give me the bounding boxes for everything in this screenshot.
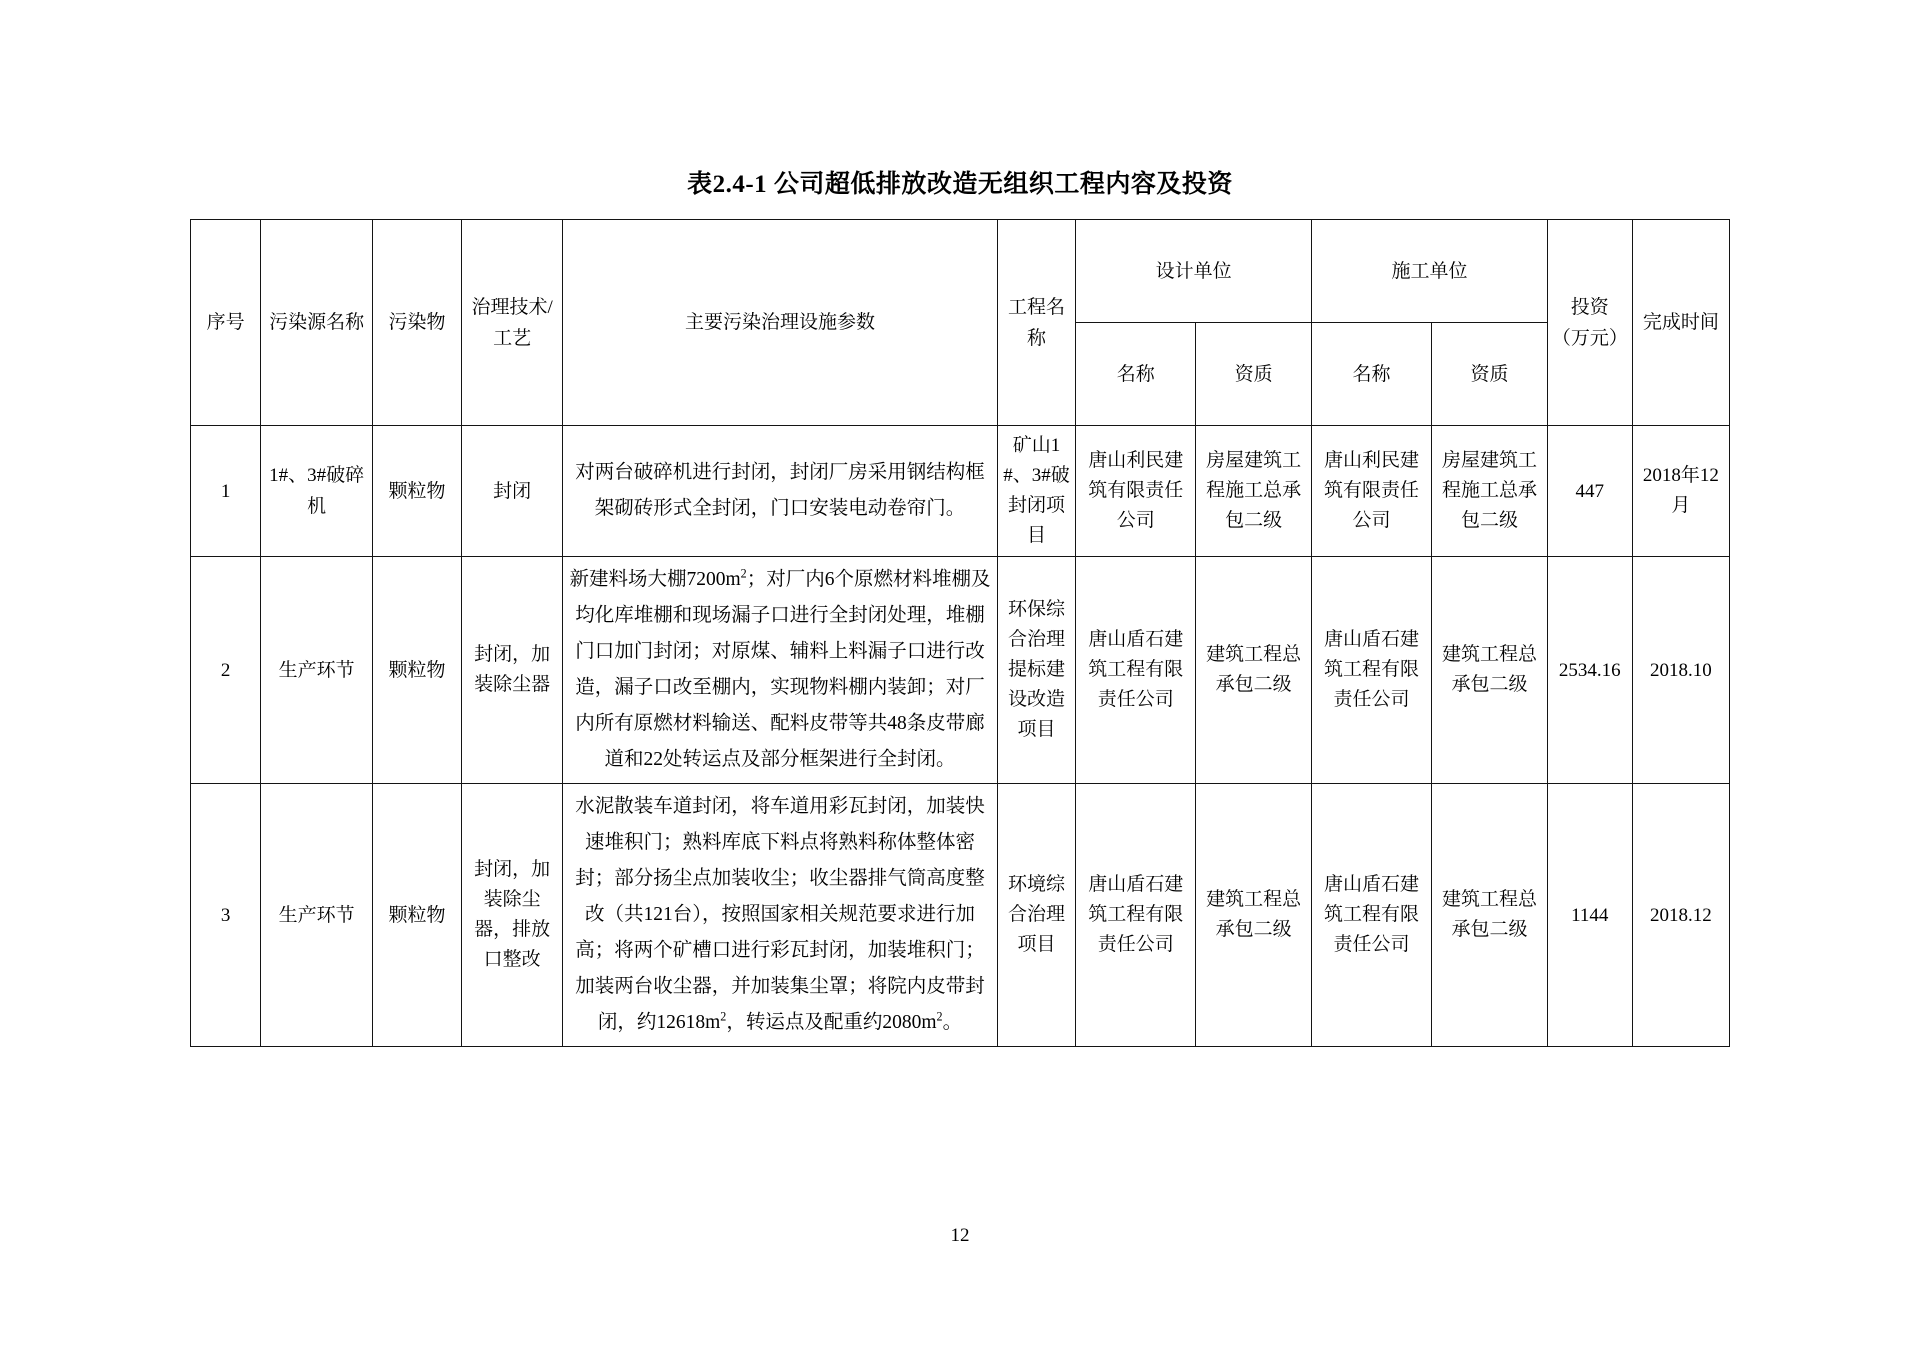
cell-seq: 1 [191,426,261,557]
cell-construction-name: 唐山盾石建筑工程有限责任公司 [1312,557,1432,784]
cell-source: 生产环节 [261,557,373,784]
cell-params: 水泥散装车道封闭，将车道用彩瓦封闭，加装快速堆积门；熟料库底下料点将熟料称体整体密封；部分扬尘点加装收尘；收尘器排气筒高度整改（共121台），按照国家相关规范要求进行加高；将两个矿槽口进行彩瓦封闭，加装堆积门；加装两台收尘器，并加装集尘罩；将院内皮带封闭，约$12618m^2$，转运点及配重约$2080m^2$。 [563,784,997,1047]
cell-construction-name: 唐山利民建筑有限责任公司 [1312,426,1432,557]
cell-design-name: 唐山盾石建筑工程有限责任公司 [1076,784,1196,1047]
col-header-pollutant: 污染物 [373,220,462,426]
cell-pollutant: 颗粒物 [373,426,462,557]
cell-source: 生产环节 [261,784,373,1047]
cell-completion: 2018.12 [1632,784,1729,1047]
cell-design-qualification: 房屋建筑工程施工总承包二级 [1196,426,1312,557]
cell-pollutant: 颗粒物 [373,784,462,1047]
cell-seq: 3 [191,784,261,1047]
table-row [191,426,1730,557]
cell-params: 对两台破碎机进行封闭，封闭厂房采用钢结构框架砌砖形式全封闭，门口安装电动卷帘门。 [563,426,997,557]
col-header-params: 主要污染治理设施参数 [563,220,997,426]
engineering-investment-table [190,219,1730,1047]
cell-project: 矿山1#、3#破封闭项目 [997,426,1076,557]
cell-investment: 1144 [1547,784,1632,1047]
cell-params: 新建料场大棚$7200m^2$；对厂内6个原燃材料堆棚及均化库堆棚和现场漏子口进行全封闭处理，堆棚门口加门封闭；对原煤、辅料上料漏子口进行改造，漏子口改至棚内，实现物料棚内装卸；对厂内所有原燃材料输送、配料皮带等共48条皮带廊道和22处转运点及部分框架进行全封闭。 [563,557,997,784]
cell-construction-name: 唐山盾石建筑工程有限责任公司 [1312,784,1432,1047]
table-body [191,426,1730,1047]
cell-design-name: 唐山利民建筑有限责任公司 [1076,426,1196,557]
cell-tech: 封闭，加装除尘器，排放口整改 [461,784,562,1047]
cell-construction-qualification: 建筑工程总承包二级 [1432,557,1548,784]
col-header-design-unit: 设计单位 [1076,220,1312,323]
cell-tech: 封闭 [461,426,562,557]
page-number: 12 [950,1225,970,1246]
col-header-investment: 投资（万元） [1547,220,1632,426]
col-header-construction-qualification: 资质 [1432,323,1548,426]
col-header-construction-name: 名称 [1312,323,1432,426]
table-header [191,220,1730,426]
cell-tech: 封闭，加装除尘器 [461,557,562,784]
table-row [191,784,1730,1047]
cell-design-qualification: 建筑工程总承包二级 [1196,784,1312,1047]
cell-source: 1#、3#破碎机 [261,426,373,557]
cell-investment: 447 [1547,426,1632,557]
col-header-project: 工程名称 [997,220,1076,426]
cell-construction-qualification: 建筑工程总承包二级 [1432,784,1548,1047]
cell-project: 环境综合治理项目 [997,784,1076,1047]
header-row-top [191,220,1730,323]
col-header-completion: 完成时间 [1632,220,1729,426]
col-header-construction-unit: 施工单位 [1312,220,1548,323]
col-header-seq: 序号 [191,220,261,426]
cell-construction-qualification: 房屋建筑工程施工总承包二级 [1432,426,1548,557]
cell-completion: 2018年12月 [1632,426,1729,557]
cell-seq: 2 [191,557,261,784]
table-container [190,219,1730,1047]
col-header-design-name: 名称 [1076,323,1196,426]
cell-project: 环保综合治理提标建设改造项目 [997,557,1076,784]
col-header-tech: 治理技术/工艺 [461,220,562,426]
cell-investment: 2534.16 [1547,557,1632,784]
cell-pollutant: 颗粒物 [373,557,462,784]
cell-completion: 2018.10 [1632,557,1729,784]
col-header-source: 污染源名称 [261,220,373,426]
col-header-design-qualification: 资质 [1196,323,1312,426]
table-row [191,557,1730,784]
cell-design-name: 唐山盾石建筑工程有限责任公司 [1076,557,1196,784]
cell-design-qualification: 建筑工程总承包二级 [1196,557,1312,784]
page-title: 表2.4-1 公司超低排放改造无组织工程内容及投资 [687,171,1233,198]
